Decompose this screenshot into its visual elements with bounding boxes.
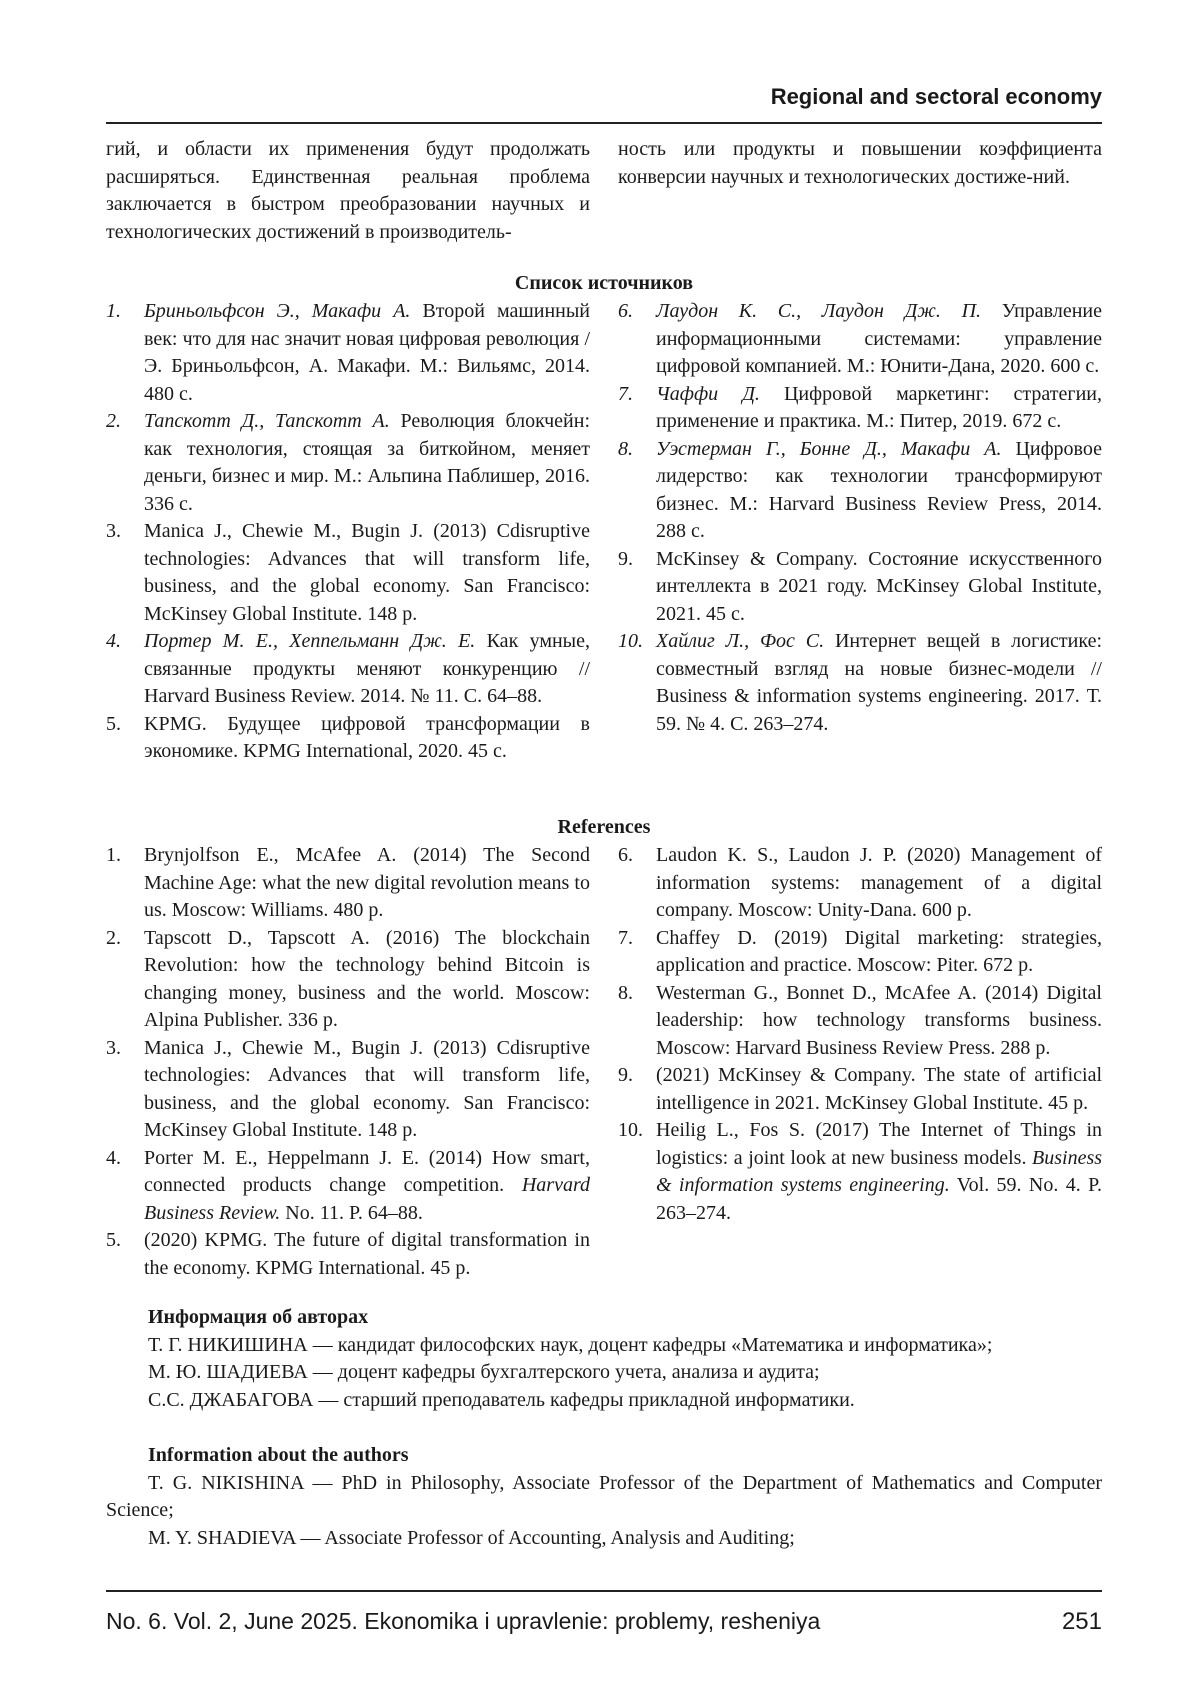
reference-item <box>618 1117 1102 1227</box>
source-authors: Уэстерман Г., Бонне Д., Макафи А. <box>656 437 1002 460</box>
running-head: Regional and sectoral economy <box>770 84 1102 109</box>
authors-en-section <box>106 1442 1102 1552</box>
reference-text: Laudon K. S., Laudon J. P. (2020) Management of information systems: management of a digital company. Moscow: Unity-Dana. 600 p. <box>656 844 1102 921</box>
footer-rule <box>106 1590 1102 1592</box>
body-text-right <box>618 136 1102 191</box>
reference-text: Porter M. E., Heppelmann J. E. (2014) How smart, connected products change competition. <box>144 1146 590 1196</box>
reference-text: Chaffey D. (2019) Digital marketing: strategies, application and practice. Moscow: Piter. 672 p. <box>656 926 1102 976</box>
reference-pages: No. 11. P. 64–88. <box>285 1201 423 1224</box>
source-text: KPMG. Будущее цифровой трансформации в экономике. KPMG International, 2020. 45 с. <box>144 712 590 762</box>
sources-list-left <box>106 298 590 766</box>
author-ru-line: Т. Г. НИКИШИНА — кандидат философских наук, доцент кафедры «Математика и информатика»; <box>148 1333 993 1356</box>
reference-number: 2. <box>106 926 121 949</box>
source-item <box>618 381 1102 436</box>
source-text: Управление информационными системами: управление цифровой компанией. М.: Юнити-Дана, 2020. 600 с. <box>656 300 1103 377</box>
source-authors: Портер М. Е., Хеппельманн Дж. Е. <box>144 630 476 652</box>
source-item <box>106 298 590 408</box>
source-item <box>106 408 590 518</box>
author-ru-line: М. Ю. ШАДИЕВА — доцент кафедры бухгалтерского учета, анализа и аудита; <box>148 1361 820 1383</box>
source-item <box>106 711 590 766</box>
journal-citation: No. 6. Vol. 2, June 2025. Ekonomika i upravlenie: problemy, resheniya <box>106 1608 821 1634</box>
source-number: 5. <box>106 712 121 735</box>
reference-item <box>618 842 1102 925</box>
reference-journal: Business & information systems engineering. <box>656 1146 1103 1196</box>
reference-text: Manica J., Chewie M., Bugin J. (2013) Cdisruptive technologies: Advances that will transform life, business, and the global economy. San Francisco: McKinsey Global Institute. 148 p. <box>144 1036 590 1141</box>
reference-number: 4. <box>106 1146 121 1169</box>
reference-item <box>618 980 1102 1063</box>
sources-list-right <box>618 298 1102 738</box>
source-item <box>618 436 1102 546</box>
source-number: 3. <box>106 520 121 542</box>
reference-item <box>106 842 590 925</box>
reference-item <box>106 1035 590 1145</box>
reference-text: Westerman G., Bonnet D., McAfee A. (2014) Digital leadership: how technology transforms business. Moscow: Harvard Business Review Press. 288 p. <box>656 981 1102 1059</box>
body-paragraph-right: ность или продукты и повышении коэффициента конверсии научных и технологических достиже-ний. <box>618 138 1102 188</box>
source-text: Интернет вещей в логистике: совместный взгляд на новые бизнес-модели // Business & information systems engineering. 2017. Т. 59. № 4. С. 263–274. <box>656 630 1103 735</box>
reference-text: Brynjolfson E., McAfee A. (2014) The Second Machine Age: what the new digital revolution means to us. Moscow: Williams. 480 p. <box>144 844 590 921</box>
source-authors: Лаудон К. С., Лаудон Дж. П. <box>656 300 982 322</box>
authors-en-heading: Information about the authors <box>148 1444 409 1466</box>
authors-ru-heading: Информация об авторах <box>148 1306 369 1328</box>
source-authors: Тапскотт Д., Тапскотт А. <box>144 410 390 432</box>
author-en-line: T. G. NIKISHINA — PhD in Philosophy, Associate Professor of the Department of Mathematics and Computer Science; <box>106 1471 1102 1521</box>
source-number: 10. <box>618 630 643 652</box>
source-text: Manica J., Chewie M., Bugin J. (2013) Cdisruptive technologies: Advances that will transform life, business, and the global economy. San Francisco: McKinsey Global Institute. 148 p. <box>144 520 590 625</box>
body-text-left <box>106 136 590 246</box>
reference-number: 6. <box>618 844 633 866</box>
reference-number: 10. <box>618 1119 643 1141</box>
source-item <box>106 518 590 628</box>
source-authors: Хайлиг Л., Фос С. <box>656 630 825 652</box>
source-text: Цифровой маркетинг: стратегии, применение и практика. М.: Питер, 2019. 672 с. <box>656 382 1102 432</box>
source-item <box>618 628 1102 738</box>
source-number: 8. <box>618 437 633 460</box>
source-number: 9. <box>618 547 633 570</box>
source-text: Цифровое лидерство: как технологии трансформируют бизнес. М.: Harvard Business Review Press, 2014. 288 с. <box>656 437 1102 542</box>
source-text: McKinsey & Company. Состояние искусственного интеллекта в 2021 году. McKinsey Global Institute, 2021. 45 с. <box>656 547 1102 625</box>
source-text: Революция блокчейн: как технология, стоящая за биткойном, меняет деньги, бизнес и мир. М.: Альпина Паблишер, 2016. 336 с. <box>144 410 590 515</box>
source-number: 7. <box>618 382 633 405</box>
references-list-right <box>618 842 1102 1227</box>
source-item <box>618 546 1102 629</box>
reference-number: 1. <box>106 844 121 866</box>
source-authors: Чаффи Д. <box>656 382 760 405</box>
sources-heading: Список источников <box>514 272 694 294</box>
reference-journal: Harvard Business Review. <box>144 1174 591 1224</box>
source-text: Как умные, связанные продукты меняют конкуренцию // Harvard Business Review. 2014. № 11. С. 64–88. <box>144 630 590 707</box>
source-item <box>618 298 1102 381</box>
reference-item <box>106 925 590 1035</box>
source-item <box>106 628 590 711</box>
reference-text: (2021) McKinsey & Company. The state of artificial intelligence in 2021. McKinsey Global Institute. 45 p. <box>656 1064 1102 1114</box>
reference-item <box>618 925 1102 980</box>
reference-pages: Vol. 59. No. 4. P. 263–274. <box>656 1174 1103 1224</box>
author-ru-line: С.С. ДЖАБАГОВА — старший преподаватель кафедры прикладной информатики. <box>148 1388 855 1411</box>
author-en-line: M. Y. SHADIEVA — Associate Professor of Accounting, Analysis and Auditing; <box>148 1526 795 1549</box>
reference-text: (2020) KPMG. The future of digital transformation in the economy. KPMG International. 45 p. <box>144 1229 590 1279</box>
reference-item <box>106 1145 590 1228</box>
source-authors: Бриньольфсон Э., Макафи А. <box>144 300 411 322</box>
body-paragraph-left: гий, и области их применения будут продолжать расширяться. Единственная реальная проблема заключается в быстром преобразовании научных и технологических достижений в производитель- <box>106 138 590 243</box>
header-rule <box>106 122 1102 124</box>
source-number: 2. <box>106 410 121 432</box>
authors-ru-section <box>106 1304 1102 1414</box>
source-text: Второй машинный век: что для нас значит новая цифровая революция / Э. Бриньольфсон, А. Макафи. М.: Вильямс, 2014. 480 с. <box>144 300 591 405</box>
source-number: 4. <box>106 630 121 652</box>
source-number: 6. <box>618 300 633 322</box>
reference-text: Heilig L., Fos S. (2017) The Internet of Things in logistics: a joint look at new business models. <box>656 1119 1102 1169</box>
reference-number: 9. <box>618 1064 633 1086</box>
source-number: 1. <box>106 300 121 322</box>
reference-number: 3. <box>106 1036 121 1059</box>
page-footer <box>106 1608 1102 1635</box>
reference-item <box>618 1062 1102 1117</box>
reference-number: 7. <box>618 926 633 949</box>
reference-text: Tapscott D., Tapscott A. (2016) The blockchain Revolution: how the technology behind Bitcoin is changing money, business and the world. Moscow: Alpina Publisher. 336 p. <box>144 926 590 1031</box>
references-list-left <box>106 842 590 1282</box>
reference-number: 5. <box>106 1229 121 1251</box>
reference-number: 8. <box>618 981 633 1004</box>
page-number: 251 <box>1061 1608 1102 1635</box>
references-heading: References <box>557 816 651 838</box>
reference-item <box>106 1227 590 1282</box>
